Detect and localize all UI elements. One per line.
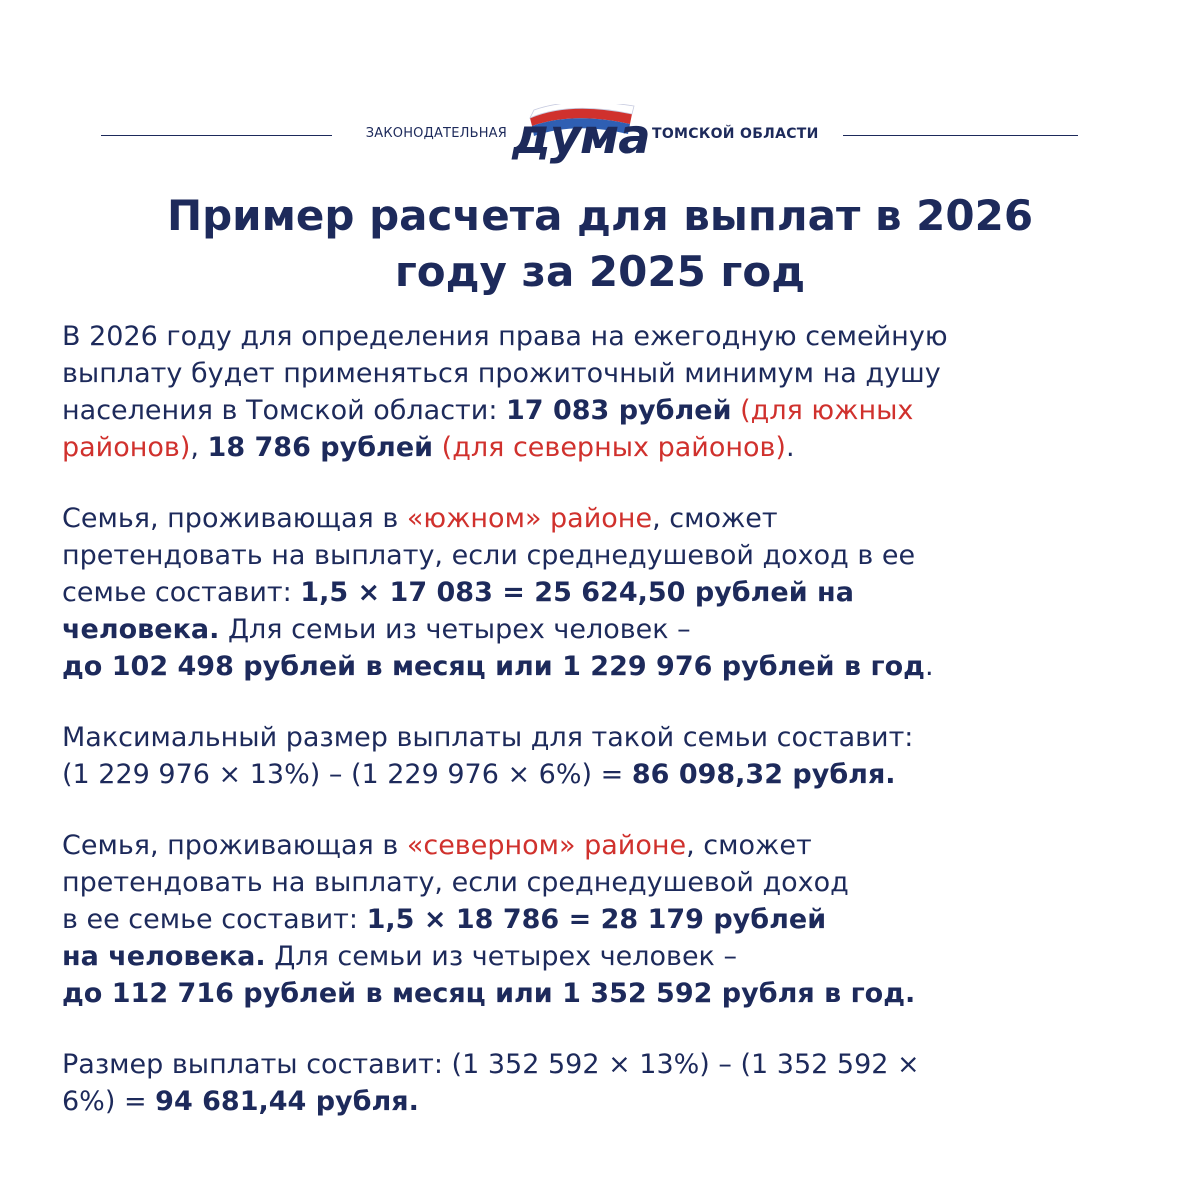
p4-line-4 bbox=[62, 938, 1142, 975]
p2-text: , сможет bbox=[652, 503, 778, 534]
p1-text: В 2026 году для определения права на ежегодную семейную bbox=[62, 321, 948, 352]
header-right-text: ТОМСКОЙ ОБЛАСТИ bbox=[652, 126, 819, 142]
p2-line-1 bbox=[62, 500, 1142, 537]
p1-north-amount: 18 786 рублей bbox=[207, 432, 434, 463]
p4-north-district: «северном» районе bbox=[406, 830, 687, 861]
p4-limit: до 112 716 рублей в месяц или 1 352 592 рубля в год. bbox=[62, 978, 916, 1009]
p4-line-2 bbox=[62, 864, 1142, 901]
p2-text: претендовать на выплату, если среднедушевой доход в ее bbox=[62, 540, 916, 571]
p3-text: Максимальный размер выплаты для такой семьи составит: bbox=[62, 722, 914, 753]
p2-line-5 bbox=[62, 648, 1142, 685]
p3-line-2 bbox=[62, 756, 1142, 793]
p1-text: выплату будет применяться прожиточный минимум на душу bbox=[62, 358, 941, 389]
p1-south-note: (для южных bbox=[731, 395, 914, 426]
p5-text: 6%) = bbox=[62, 1086, 156, 1117]
p3-result: 86 098,32 рубля. bbox=[631, 759, 896, 790]
header-left-text: ЗАКОНОДАТЕЛЬНАЯ bbox=[365, 126, 507, 141]
duma-logo bbox=[512, 104, 648, 168]
p2-limit: до 102 498 рублей в месяц или 1 229 976 рублей в год bbox=[62, 651, 925, 682]
p2-line-3 bbox=[62, 574, 1142, 611]
p4-formula: 1,5 × 18 786 = 28 179 рублей bbox=[366, 904, 827, 935]
p2-text: Семья, проживающая в bbox=[62, 503, 407, 534]
p1-north-note: (для северных районов) bbox=[433, 432, 786, 463]
p2-text: семье составит: bbox=[62, 577, 301, 608]
title-line-2: году за 2025 год bbox=[394, 247, 806, 296]
content bbox=[62, 318, 1142, 1154]
header-rule-left bbox=[101, 135, 332, 136]
p4-text: , сможет bbox=[686, 830, 812, 861]
p4-formula-end: на человека. bbox=[62, 941, 266, 972]
p2-south-district: «южном» районе bbox=[406, 503, 653, 534]
p4-text: претендовать на выплату, если среднедушевой доход bbox=[62, 867, 849, 898]
p2-line-2 bbox=[62, 537, 1142, 574]
p1-line-2 bbox=[62, 355, 1142, 392]
p1-text: . bbox=[785, 432, 795, 463]
p3-text: (1 229 976 × 13%) – (1 229 976 × 6%) = bbox=[62, 759, 632, 790]
p4-text: Для семьи из четырех человек – bbox=[265, 941, 737, 972]
paragraph-north-payment bbox=[62, 1046, 1142, 1120]
p5-result: 94 681,44 рубля. bbox=[155, 1086, 419, 1117]
p1-text: , bbox=[190, 432, 208, 463]
p5-text: Размер выплаты составит: (1 352 592 × 13%) – (1 352 592 × bbox=[62, 1049, 920, 1080]
p1-south-note-end: районов) bbox=[62, 432, 191, 463]
paragraph-subsistence-minimum bbox=[62, 318, 1142, 466]
p2-formula-end: человека. bbox=[62, 614, 220, 645]
page-title bbox=[60, 188, 1140, 300]
paragraph-north-family bbox=[62, 827, 1142, 1012]
paragraph-south-payment bbox=[62, 719, 1142, 793]
p2-text: Для семьи из четырех человек – bbox=[219, 614, 691, 645]
logo-word: дума bbox=[512, 109, 650, 165]
paragraph-south-family bbox=[62, 500, 1142, 685]
p4-text: Семья, проживающая в bbox=[62, 830, 407, 861]
p1-text: населения в Томской области: bbox=[62, 395, 506, 426]
p1-line-1 bbox=[62, 318, 1142, 355]
header-rule-right bbox=[843, 135, 1078, 136]
p4-text: в ее семье составит: bbox=[62, 904, 367, 935]
p5-line-2 bbox=[62, 1083, 1142, 1120]
p5-line-1 bbox=[62, 1046, 1142, 1083]
title-line-1: Пример расчета для выплат в 2026 bbox=[166, 191, 1034, 240]
p4-line-5 bbox=[62, 975, 1142, 1012]
p1-line-4 bbox=[62, 429, 1142, 466]
p1-south-amount: 17 083 рублей bbox=[506, 395, 732, 426]
p4-line-3 bbox=[62, 901, 1142, 938]
p2-line-4 bbox=[62, 611, 1142, 648]
p3-line-1 bbox=[62, 719, 1142, 756]
p2-text: . bbox=[924, 651, 934, 682]
p4-line-1 bbox=[62, 827, 1142, 864]
p1-line-3 bbox=[62, 392, 1142, 429]
p2-formula: 1,5 × 17 083 = 25 624,50 рублей на bbox=[300, 577, 854, 608]
header bbox=[0, 84, 1200, 184]
